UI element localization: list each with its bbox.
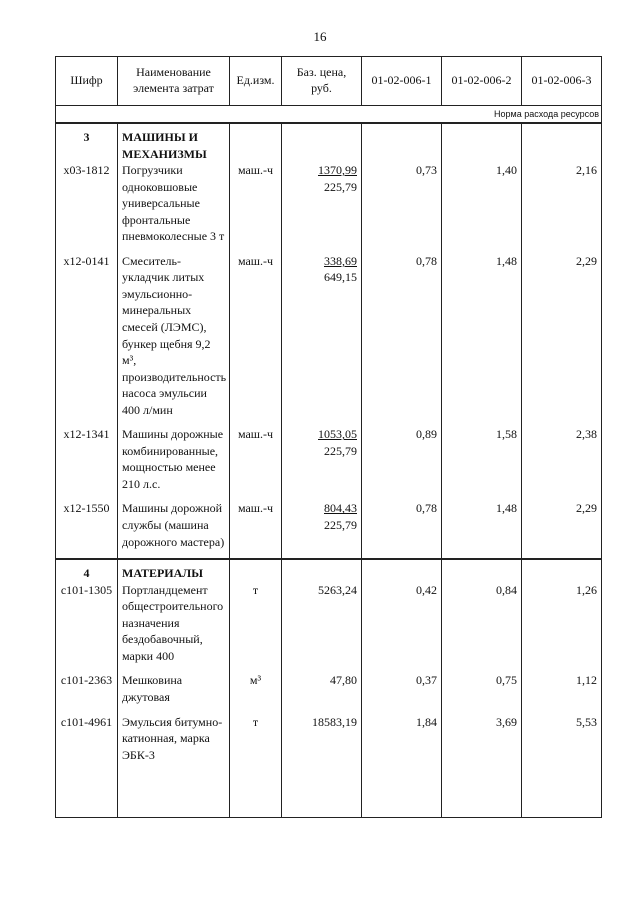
row-value-3: 5,53 [522,714,602,818]
section-header-row [56,559,602,582]
section-title: МАШИНЫ И МЕХАНИЗМЫ [118,123,230,162]
row-price-cell [282,253,362,426]
row-value-1: 0,42 [362,582,442,673]
row-name: Погрузчики одноковшовые универсальные фронтальные пневмоколесные 3 т [118,162,230,253]
table-row [56,672,602,713]
table-row [56,426,602,500]
row-value-3: 1,12 [522,672,602,713]
row-price-cell [282,162,362,253]
table-row [56,714,602,818]
header-col1: 01-02-006-1 [362,57,442,106]
row-value-3: 2,16 [522,162,602,253]
row-price: 1053,05 [318,427,357,442]
row-name: Машины дорожной службы (машина дорожного мастера) [118,500,230,559]
row-value-3: 2,29 [522,500,602,559]
row-unit: м³ [230,672,282,713]
row-code: х03-1812 [56,162,118,253]
row-price-cell [282,426,362,500]
row-value-2: 1,48 [442,253,522,426]
norm-row [56,106,602,124]
row-value-1: 0,89 [362,426,442,500]
row-name: Портландцемент общестроительного назначения бездобавочный, марки 400 [118,582,230,673]
section-number: 3 [56,123,118,162]
header-col3: 01-02-006-3 [522,57,602,106]
row-value-3: 2,29 [522,253,602,426]
row-value-1: 0,78 [362,253,442,426]
section-number: 4 [56,559,118,582]
header-name: Наименование элемента затрат [118,57,230,106]
row-unit: маш.-ч [230,162,282,253]
header-price: Баз. цена, руб. [282,57,362,106]
row-price: 1370,99 [318,163,357,178]
row-value-2: 1,40 [442,162,522,253]
row-value-2: 0,75 [442,672,522,713]
row-unit: маш.-ч [230,500,282,559]
row-code: с101-4961 [56,714,118,818]
table-row [56,162,602,253]
row-unit: т [230,714,282,818]
row-code: х12-1550 [56,500,118,559]
row-value-3: 2,38 [522,426,602,500]
row-code: х12-1341 [56,426,118,500]
row-value-1: 0,37 [362,672,442,713]
table-header-row [56,57,602,106]
norm-label: Норма расхода ресурсов [56,106,602,124]
row-price-secondary: 649,15 [324,270,357,285]
page-number: 16 [313,29,327,44]
row-name: Смеситель-укладчик литых эмульсионно-минеральных смесей (ЛЭМС), бункер щебня 9,2 м³, производительность насоса эмульсии 400 л/мин [118,253,230,426]
section-title: МАТЕРИАЛЫ [118,559,230,582]
row-unit: т [230,582,282,673]
row-value-2: 0,84 [442,582,522,673]
row-price: 804,43 [324,501,357,516]
header-col2: 01-02-006-2 [442,57,522,106]
row-name: Эмульсия битумно-катионная, марка ЭБК-3 [118,714,230,818]
row-price: 47,80 [282,672,362,713]
row-value-1: 1,84 [362,714,442,818]
header-unit: Ед.изм. [230,57,282,106]
row-unit: маш.-ч [230,426,282,500]
row-value-3: 1,26 [522,582,602,673]
table-row [56,500,602,559]
section-header-row [56,123,602,162]
row-price-secondary: 225,79 [324,443,357,458]
resource-table [55,56,602,818]
row-price: 18583,19 [282,714,362,818]
row-value-1: 0,78 [362,500,442,559]
row-price-secondary: 225,79 [324,518,357,533]
row-value-2: 1,48 [442,500,522,559]
row-code: с101-1305 [56,582,118,673]
table-row [56,253,602,426]
table-row [56,582,602,673]
row-unit: маш.-ч [230,253,282,426]
header-code: Шифр [56,57,118,106]
row-code: с101-2363 [56,672,118,713]
row-name: Машины дорожные комбинированные, мощностью менее 210 л.с. [118,426,230,500]
row-price: 5263,24 [282,582,362,673]
row-price: 338,69 [324,253,357,268]
row-value-2: 3,69 [442,714,522,818]
row-price-cell [282,500,362,559]
row-name: Мешковина джутовая [118,672,230,713]
row-value-2: 1,58 [442,426,522,500]
row-code: х12-0141 [56,253,118,426]
row-value-1: 0,73 [362,162,442,253]
row-price-secondary: 225,79 [324,179,357,194]
